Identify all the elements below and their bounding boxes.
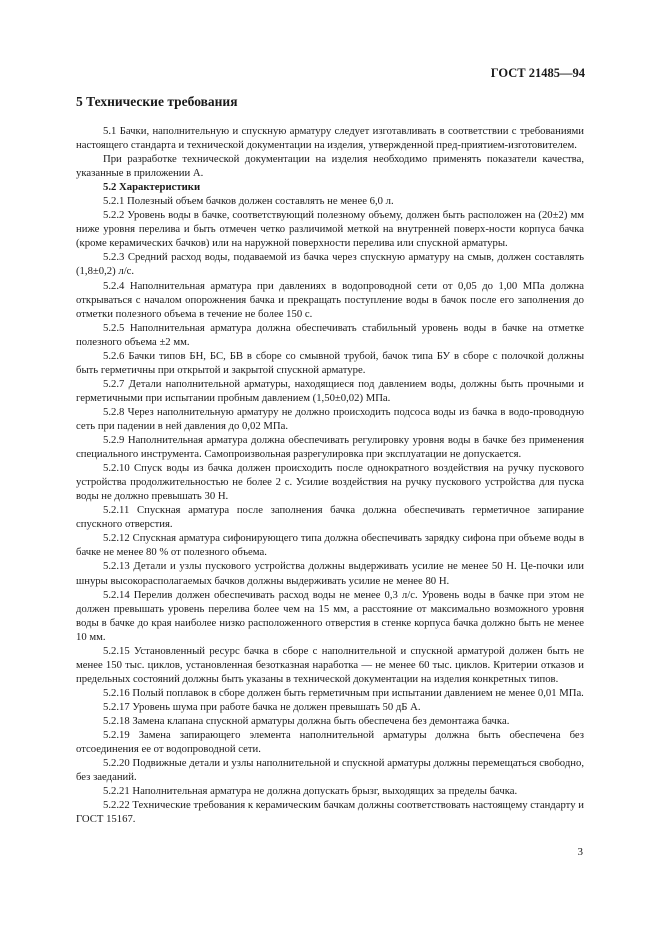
subsection-title: 5.2 Характеристики	[103, 181, 201, 194]
paragraph: 5.1 Бачки, наполнительную и спускную арматуру следует изготавливать в соответствии с требованиями настоящего стандарта и технической документации на изделия, утвержденной пред-приятием-изготовителем.	[76, 125, 584, 152]
requirement-item: 5.2.11 Спускная арматура после заполнения бачка должна обеспечивать герметичное запирание спускного отверстия.	[76, 504, 584, 531]
requirement-item: 5.2.14 Перелив должен обеспечивать расход воды не менее 0,3 л/с. Уровень воды в бачке при этом не должен превышать уровень перелива более чем на 15 мм, а расстояние от максимально возможного уровня воды в бачке до края наиболее низко расположенного отверстия в стенке корпуса бачка должно быть не менее 10 мм.	[76, 588, 584, 643]
requirement-item: 5.2.19 Замена запирающего элемента наполнительной арматуры должна быть обеспечена без отсоединения ее от водопроводной сети.	[76, 729, 584, 756]
requirement-item: 5.2.9 Наполнительная арматура должна обеспечивать регулировку уровня воды в бачке без применения специального инструмента. Самопроизвольная разрегулировка при эксплуатации не допускается.	[76, 434, 584, 461]
page-content	[76, 94, 584, 826]
requirement-item: 5.2.7 Детали наполнительной арматуры, находящиеся под давлением воды, должны быть прочными и герметичными при испытании пробным давлением (1,50±0,02) МПа.	[76, 377, 584, 404]
requirement-item: 5.2.20 Подвижные детали и узлы наполнительной и спускной арматуры должны перемещаться свободно, без заеданий.	[76, 757, 584, 784]
requirement-item: 5.2.18 Замена клапана спускной арматуры должна быть обеспечена без демонтажа бачка.	[103, 714, 510, 727]
requirement-item: 5.2.6 Бачки типов БН, БС, БВ в сборе со смывной трубой, бачок типа БУ в сборе с полочкой должны быть герметичны при открытой и закрытой спускной арматуре.	[76, 349, 584, 376]
requirement-item: 5.2.4 Наполнительная арматура при давлениях в водопроводной сети от 0,05 до 1,00 МПа должна открываться с началом опорожнения бачка и прекращать поступление воды в бачок после его заполнения до отметки полезного объема в течение не более 150 с.	[76, 279, 584, 320]
section-title: 5 Технические требования	[76, 94, 238, 109]
requirement-item: 5.2.21 Наполнительная арматура не должна допускать брызг, выходящих за пределы бачка.	[103, 785, 518, 798]
requirement-item: 5.2.1 Полезный объем бачков должен составлять не менее 6,0 л.	[103, 195, 394, 208]
requirement-item: 5.2.2 Уровень воды в бачке, соответствующий полезному объему, должен быть расположен на (20±2) мм ниже уровня перелива и быть отмечен четко различимой меткой на внутренней поверх-ности корпуса бачка (кроме керамических бачков) или на наружной поверхности перелива или спускной арматуры.	[76, 209, 584, 250]
document-code: ГОСТ 21485—94	[490, 66, 585, 80]
requirement-item: 5.2.22 Технические требования к керамическим бачкам должны соответствовать настоящему стандарту и ГОСТ 15167.	[76, 799, 584, 826]
requirement-item: 5.2.15 Установленный ресурс бачка в сборе с наполнительной и спускной арматурой должен быть не менее 150 тыс. циклов, установленная безотказная наработка — не менее 60 тыс. циклов. Критерии отказов и предельных состояний должны быть указаны в технической документации на изделия конкретных типов.	[76, 644, 584, 685]
requirement-item: 5.2.10 Спуск воды из бачка должен происходить после однократного воздействия на ручку пускового устройства продолжительностью не более 2 с. Усилие воздействия на ручку пускового устройства для пуска воды не должно превышать 30 Н.	[76, 462, 584, 503]
requirement-item: 5.2.8 Через наполнительную арматуру не должно происходить подсоса воды из бачка в водо-проводную сеть при падении в ней давления до 0,02 МПа.	[76, 405, 584, 432]
requirement-item: 5.2.5 Наполнительная арматура должна обеспечивать стабильный уровень воды в бачке на отметке полезного объема ±2 мм.	[76, 321, 584, 348]
requirement-item: 5.2.16 Полый поплавок в сборе должен быть герметичным при испытании давлением не менее 0,01 МПа.	[103, 686, 584, 699]
requirement-item: 5.2.12 Спускная арматура сифонирующего типа должна обеспечивать зарядку сифона при объеме воды в бачке не менее 80 % от полезного объема.	[76, 532, 584, 559]
requirement-item: 5.2.3 Средний расход воды, подаваемой из бачка через спускную арматуру на смыв, должен составлять (1,8±0,2) л/с.	[76, 251, 584, 278]
requirement-item: 5.2.17 Уровень шума при работе бачка не должен превышать 50 дБ А.	[103, 700, 421, 713]
page-number: 3	[577, 846, 583, 858]
paragraph: При разработке технической документации на изделия необходимо применять показатели качества, указанные в приложении А.	[76, 153, 584, 180]
requirement-item: 5.2.13 Детали и узлы пускового устройства должны выдерживать усилие не менее 50 Н. Це-почки или шнуры высокорасполагаемых бачков должны выдерживать усилие не менее 80 Н.	[76, 560, 584, 587]
